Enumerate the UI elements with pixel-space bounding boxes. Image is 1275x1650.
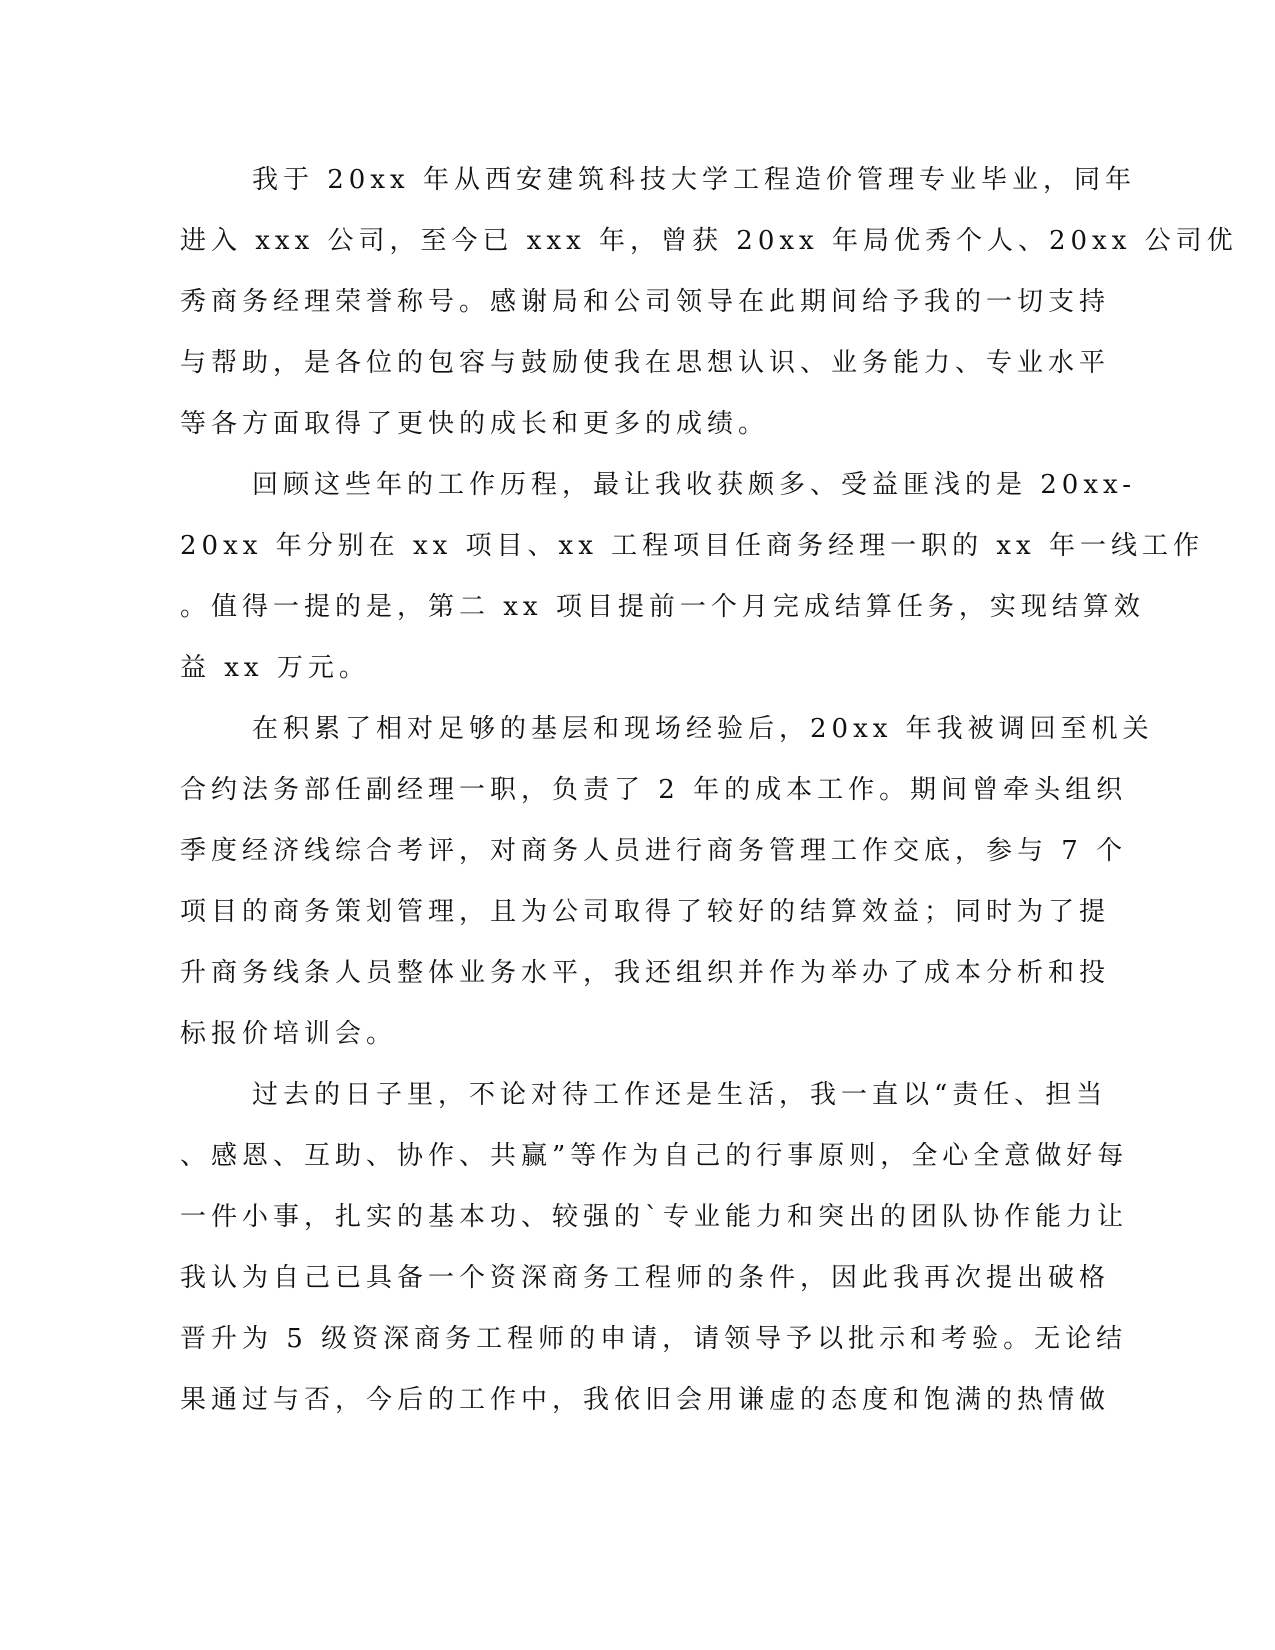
text-line: 进入 xxx 公司，至今已 xxx 年，曾获 20xx 年局优秀个人、20xx 公司优 <box>180 226 1238 256</box>
text-line: 20xx 年分别在 xx 项目、xx 工程项目任商务经理一职的 xx 年一线工作 <box>180 531 1204 561</box>
text-line: 季度经济线综合考评，对商务人员进行商务管理工作交底，参与 7 个 <box>180 836 1128 866</box>
paragraph-2 <box>180 455 1204 699</box>
text-line: 。值得一提的是，第二 xx 项目提前一个月完成结算任务，实现结算效 <box>180 592 1145 622</box>
text-line: 、感恩、互助、协作、共赢”等作为自己的行事原则，全心全意做好每 <box>180 1141 1129 1171</box>
text-line: 回顾这些年的工作历程，最让我收获颇多、受益匪浅的是 20xx- <box>252 470 1137 500</box>
paragraph-3 <box>180 699 1154 1065</box>
text-line: 过去的日子里，不论对待工作还是生活，我一直以“责任、担当 <box>252 1080 1108 1110</box>
paragraph-4 <box>180 1065 1129 1431</box>
text-line: 升商务线条人员整体业务水平，我还组织并作为举办了成本分析和投 <box>180 958 1111 988</box>
text-line: 合约法务部任副经理一职，负责了 2 年的成本工作。期间曾牵头组织 <box>180 775 1128 805</box>
text-line: 我认为自己已具备一个资深商务工程师的条件，因此我再次提出破格 <box>180 1263 1111 1293</box>
text-line: 与帮助，是各位的包容与鼓励使我在思想认识、业务能力、专业水平 <box>180 348 1111 378</box>
text-line: 等各方面取得了更快的成长和更多的成绩。 <box>180 409 770 439</box>
text-line: 我于 20xx 年从西安建筑科技大学工程造价管理专业毕业，同年 <box>252 165 1136 195</box>
paragraph-1 <box>180 150 1238 455</box>
text-line: 益 xx 万元。 <box>180 653 370 683</box>
text-line: 秀商务经理荣誉称号。感谢局和公司领导在此期间给予我的一切支持 <box>180 287 1111 317</box>
document-body <box>180 150 1238 1431</box>
text-line: 果通过与否，今后的工作中，我依旧会用谦虚的态度和饱满的热情做 <box>180 1385 1111 1415</box>
text-line: 项目的商务策划管理，且为公司取得了较好的结算效益；同时为了提 <box>180 897 1111 927</box>
text-line: 标报价培训会。 <box>180 1019 398 1049</box>
text-line: 一件小事，扎实的基本功、较强的`专业能力和突出的团队协作能力让 <box>180 1202 1129 1232</box>
text-line: 晋升为 5 级资深商务工程师的申请，请领导予以批示和考验。无论结 <box>180 1324 1128 1354</box>
text-line: 在积累了相对足够的基层和现场经验后，20xx 年我被调回至机关 <box>252 714 1154 744</box>
